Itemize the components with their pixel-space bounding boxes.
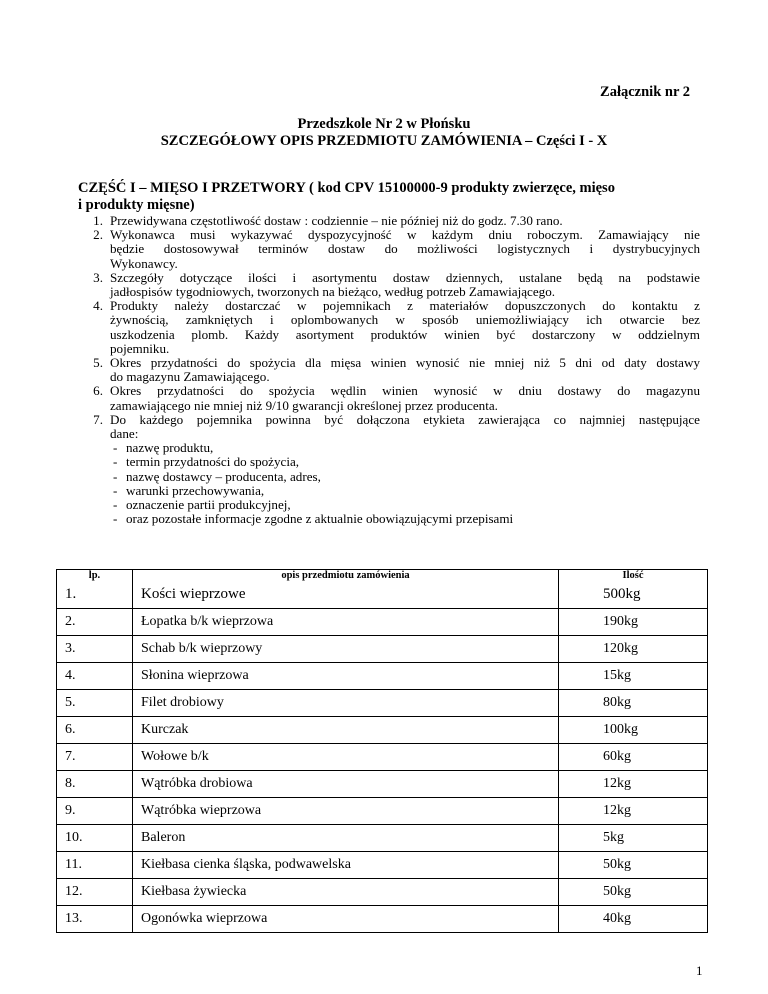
quantity-value: 50kg [603,884,631,899]
cell-lp: 4. [57,663,133,690]
requirement-number: 7. [93,411,103,427]
document-heading [0,116,768,150]
table-row [57,771,708,798]
part-title-line: i produkty mięsne) [78,197,195,213]
table-row [57,879,708,906]
part-title-line: CZĘŚĆ I – MIĘSO I PRZETWORY ( kod CPV 15100000-9 produkty zwierzęce, mięso [78,180,615,196]
dash-bullet: - [113,440,118,456]
quantity-value: 60kg [603,749,631,764]
requirement-text [110,299,700,356]
cell-lp: 12. [57,879,133,906]
requirement-line: Szczegóły dotyczące ilości i asortymentu dostaw dziennych, ustalane będą na podstawie [110,269,700,285]
requirement-number: 4. [93,298,103,314]
cell-lp: 6. [57,717,133,744]
quantity-value: 500kg [603,586,641,602]
requirement-item [78,384,700,412]
table-row [57,717,708,744]
requirement-item [78,214,700,228]
cell-description: Kiełbasa żywiecka [133,879,559,906]
label-field-text: warunki przechowywania, [126,482,265,498]
cell-quantity [559,906,708,933]
requirement-number: 6. [93,383,103,399]
requirement-line: Wykonawcy. [110,255,178,271]
quantity-value: 12kg [603,803,631,818]
requirement-line: uszkodzenia plomb. Każdy asortyment produktów winien być dostarczony w oddzielnym [110,326,700,342]
requirement-line: zamawiającego nie mniej niż 9/10 gwarancji określonej przez producenta. [110,397,498,413]
cell-lp: 2. [57,609,133,636]
requirement-item [78,228,700,271]
cell-quantity [559,609,708,636]
label-field-text: nazwę dostawcy – producenta, adres, [126,468,321,484]
requirement-line: Przewidywana częstotliwość dostaw : codziennie – nie później niż do godz. 7.30 rano. [110,213,563,228]
requirement-line: będzie dostosowywał terminów dostaw do możliwości logistycznych i dystrybucyjnych [110,241,700,257]
cell-lp: 9. [57,798,133,825]
table-row [57,825,708,852]
cell-lp: 3. [57,636,133,663]
requirement-number: 2. [93,227,103,243]
table-body [57,581,708,933]
cell-description: Kurczak [133,717,559,744]
label-field-item [78,498,700,512]
quantity-value: 40kg [603,911,631,926]
dash-bullet: - [113,454,118,470]
cell-quantity [559,636,708,663]
label-field-item [78,441,700,455]
table-row [57,798,708,825]
label-field-text: oznaczenie partii produkcyjnej, [126,497,291,513]
cell-quantity [559,825,708,852]
dash-bullet: - [113,468,118,484]
requirement-line: jadłospisów tygodniowych, tworzonych na bieżąco, według potrzeb Zamawiającego. [110,284,556,300]
requirement-item [78,299,700,356]
part-title [78,180,703,214]
requirements-list [78,214,700,526]
requirement-text [110,228,700,271]
requirement-line: Okres przydatności do spożycia wędlin winien wynosić w dniu dostawy do magazynu [110,383,700,399]
cell-quantity [559,690,708,717]
quantity-value: 120kg [603,641,638,656]
institution-name: Przedszkole Nr 2 w Płońsku [297,116,471,132]
cell-description: Filet drobiowy [133,690,559,717]
label-field-text: oraz pozostałe informacje zgodne z aktualnie obowiązującymi przepisami [126,511,514,527]
requirement-text [110,271,700,299]
cell-description: Baleron [133,825,559,852]
table-row [57,636,708,663]
requirement-number: 5. [93,355,103,371]
cell-description: Kości wieprzowe [133,581,559,609]
cell-quantity [559,581,708,609]
column-header-quantity: Ilość [559,570,708,582]
label-field-text: termin przydatności do spożycia, [126,454,300,470]
quantity-value: 15kg [603,668,631,683]
cell-quantity [559,663,708,690]
annex-label: Załącznik nr 2 [600,84,690,100]
cell-lp: 8. [57,771,133,798]
quantity-value: 80kg [603,695,631,710]
requirement-line: do magazynu Zamawiającego. [110,369,270,385]
quantity-value: 190kg [603,614,638,629]
requirement-text [110,214,700,228]
cell-quantity [559,744,708,771]
dash-bullet: - [113,497,118,513]
label-field-item [78,455,700,469]
requirement-line: Wykonawca musi wykazywać dyspozycyjność w każdym dniu roboczym. Zamawiający nie [110,227,700,243]
table-row [57,609,708,636]
cell-lp: 7. [57,744,133,771]
label-field-item [78,484,700,498]
column-header-lp: lp. [57,570,133,582]
requirement-item [78,413,700,441]
cell-lp: 13. [57,906,133,933]
requirement-item [78,271,700,299]
cell-description: Ogonówka wieprzowa [133,906,559,933]
cell-quantity [559,717,708,744]
requirement-number: 3. [93,269,103,285]
quantity-value: 5kg [603,830,624,845]
cell-description: Wątróbka wieprzowa [133,798,559,825]
cell-lp: 10. [57,825,133,852]
cell-quantity [559,798,708,825]
table-row [57,581,708,609]
label-field-text: nazwę produktu, [126,440,214,456]
table-row [57,906,708,933]
table-row [57,852,708,879]
cell-quantity [559,879,708,906]
table-row [57,744,708,771]
cell-description: Wątróbka drobiowa [133,771,559,798]
cell-quantity [559,771,708,798]
cell-quantity [559,852,708,879]
cell-lp: 1. [57,581,133,609]
cell-lp: 5. [57,690,133,717]
requirement-text [110,413,700,441]
cell-lp: 11. [57,852,133,879]
requirement-text [110,356,700,384]
requirement-line: dane: [110,426,139,442]
dash-bullet: - [113,511,118,527]
requirement-line: żywnością, zamkniętych i oplombowanych w sposób uniemożliwiający ich otwarcie bez [110,312,700,328]
quantity-value: 12kg [603,776,631,791]
page-number: 1 [696,963,703,978]
requirement-number: 1. [93,213,103,228]
cell-description: Kiełbasa cienka śląska, podwawelska [133,852,559,879]
cell-description: Schab b/k wieprzowy [133,636,559,663]
order-items-table [56,569,708,933]
cell-description: Słonina wieprzowa [133,663,559,690]
quantity-value: 100kg [603,722,638,737]
requirement-line: Produkty należy dostarczać w pojemnikach z materiałów dopuszczonych do kontaktu z [110,298,700,314]
requirement-line: pojemniku. [110,340,170,356]
label-field-item [78,470,700,484]
requirement-item [78,356,700,384]
table-row [57,690,708,717]
cell-description: Łopatka b/k wieprzowa [133,609,559,636]
requirement-text [110,384,700,412]
column-header-description: opis przedmiotu zamówienia [133,570,559,582]
table-row [57,663,708,690]
quantity-value: 50kg [603,857,631,872]
requirement-line: Do każdego pojemnika powinna być dołączona etykieta zawierająca co najmniej następujące [110,411,700,427]
requirement-line: Okres przydatności do spożycia dla mięsa winien wynosić nie mniej niż 5 dni od daty dostawy [110,355,700,371]
document-title: SZCZEGÓŁOWY OPIS PRZEDMIOTU ZAMÓWIENIA – Części I - X [160,133,608,149]
cell-description: Wołowe b/k [133,744,559,771]
label-field-item [78,512,700,526]
dash-bullet: - [113,482,118,498]
